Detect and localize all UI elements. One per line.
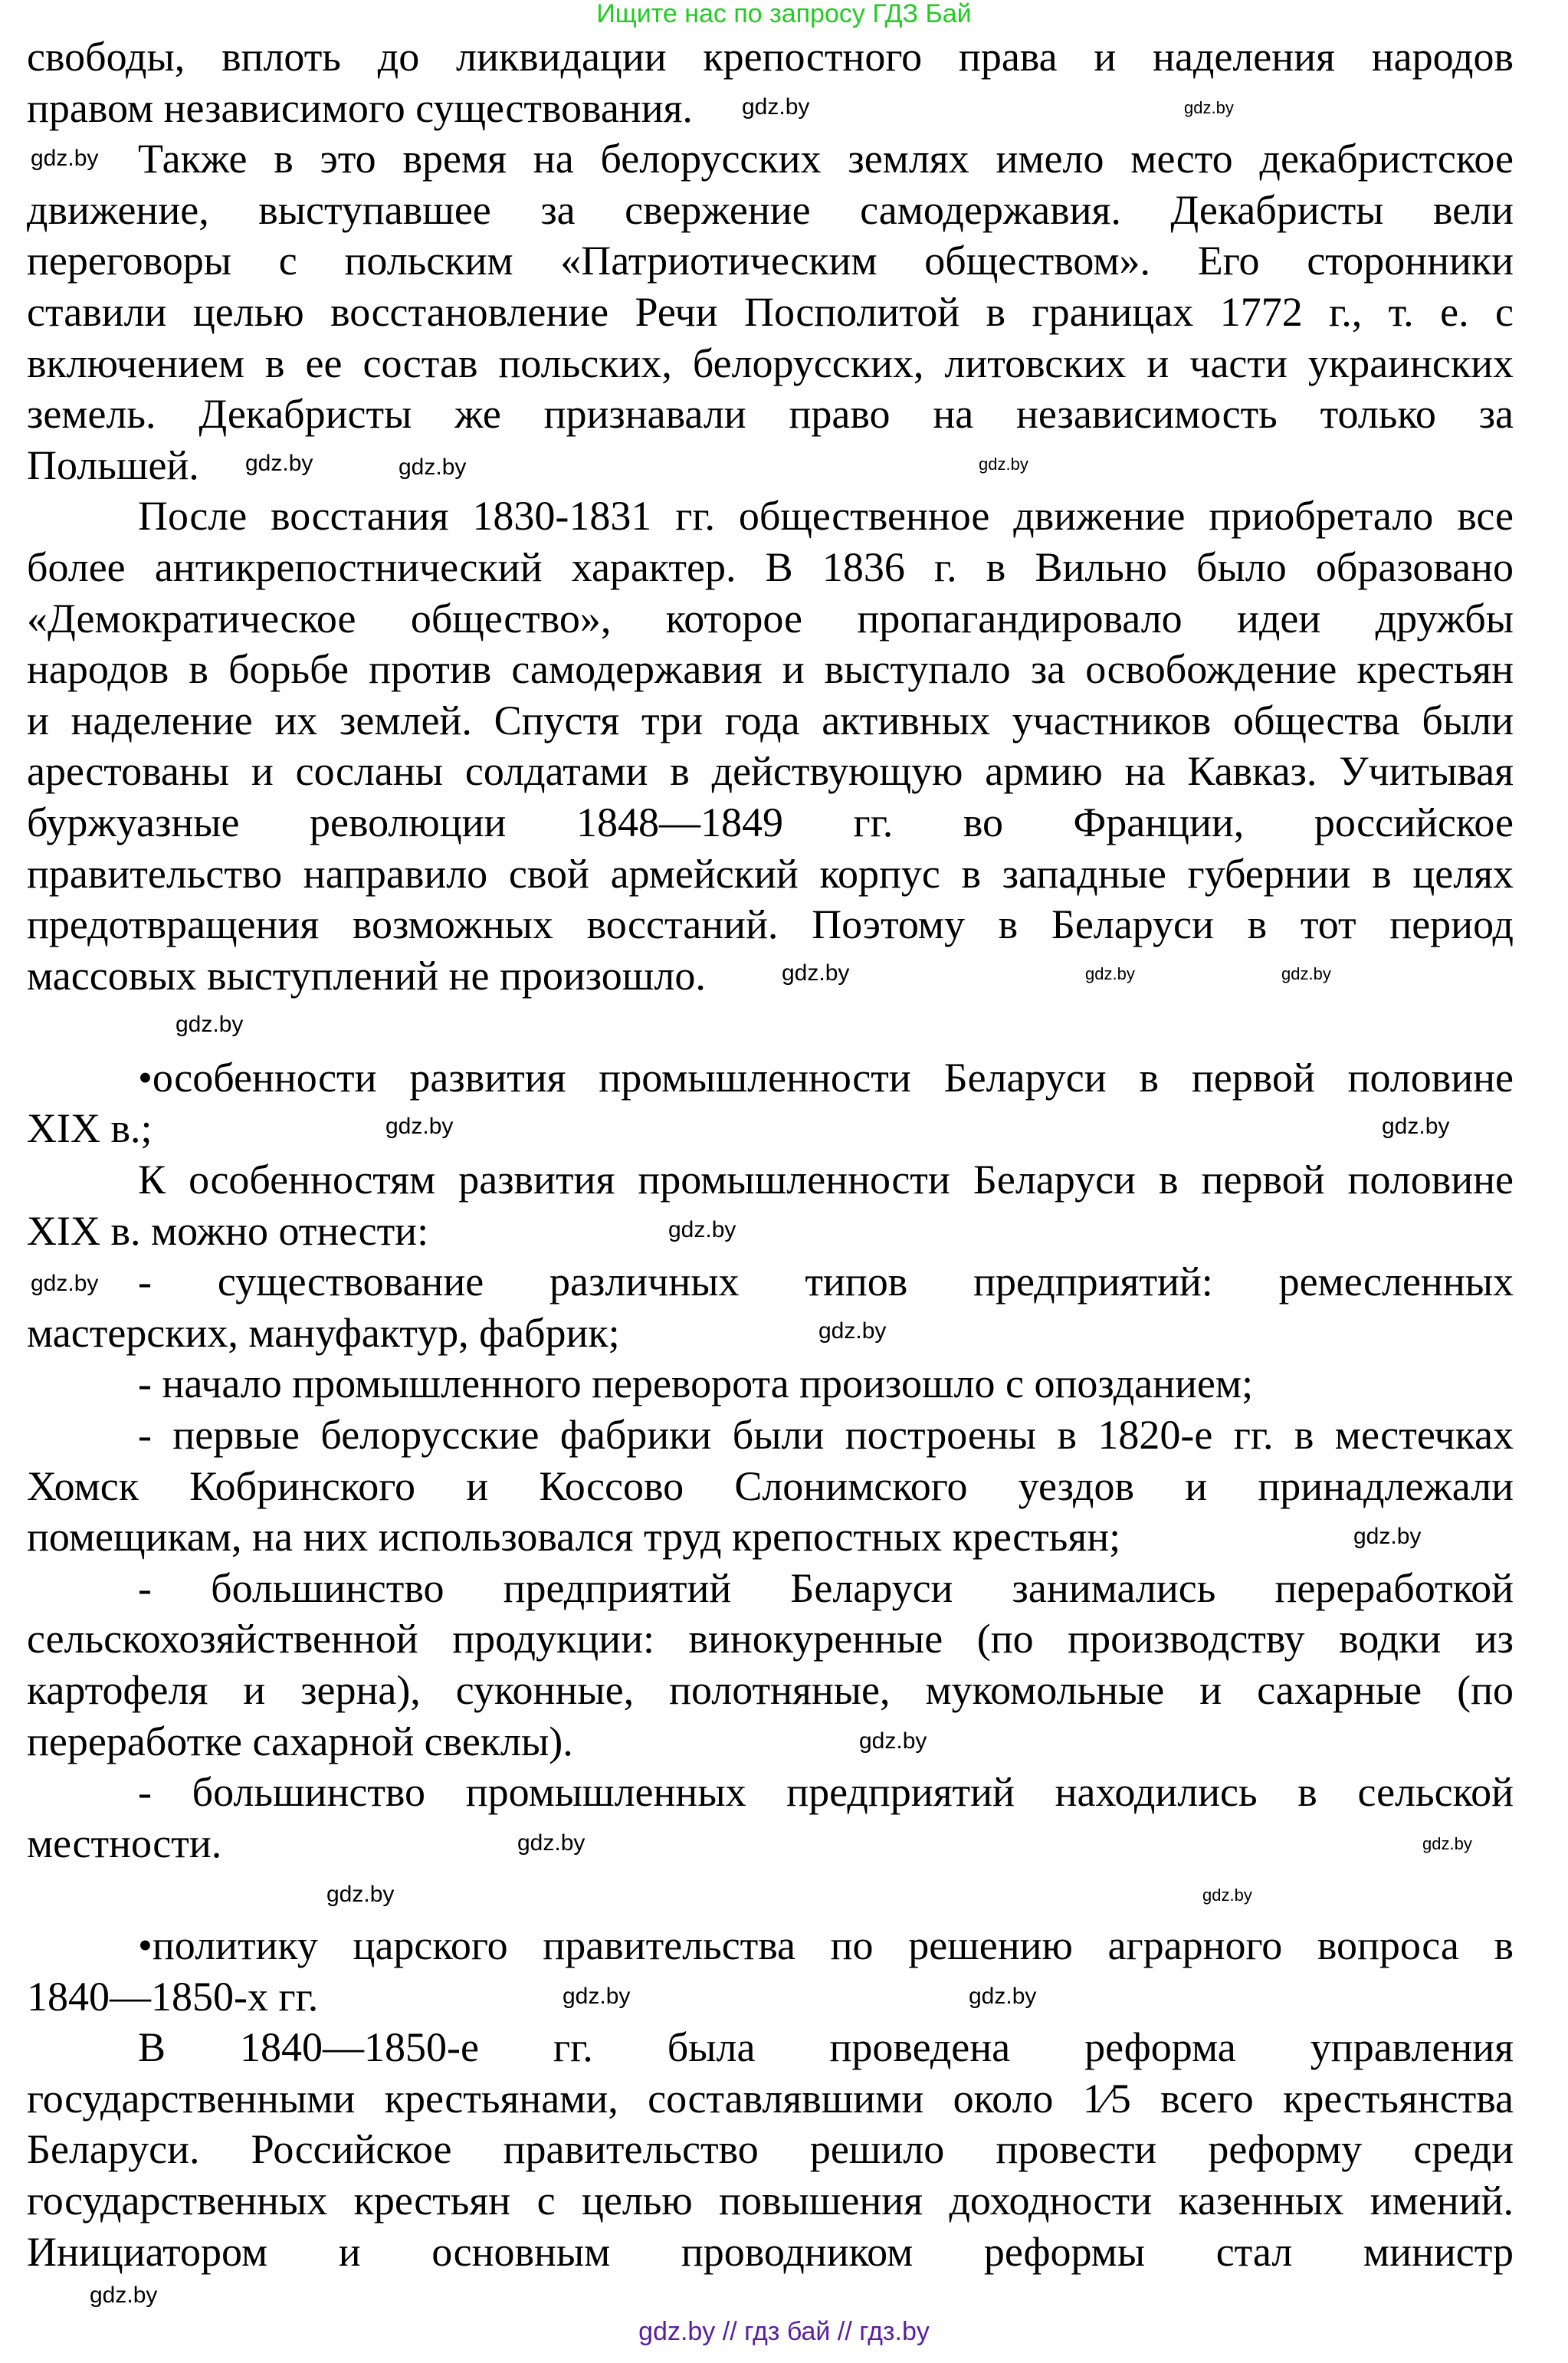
- watermark: gdz.by: [517, 1830, 586, 1856]
- text-line: государственными крестьянами, составлявшими около 1⁄5 всего крестьянства: [27, 2075, 1514, 2122]
- text-line: Польшей.: [27, 441, 199, 488]
- text-line: Хомск Кобринского и Коссово Слонимского уездов и принадлежали: [27, 1462, 1514, 1509]
- paragraph-gap: [27, 1869, 1514, 1920]
- watermark: gdz.by: [742, 94, 810, 120]
- watermark: gdz.by: [90, 2283, 158, 2308]
- text-line: - первые белорусские фабрики были построены в 1820-е гг. в местечках: [138, 1412, 1514, 1459]
- text-line: Также в это время на белорусских землях имело место декабристское: [138, 136, 1514, 182]
- text-line: государственных крестьян с целью повышения доходности казенных имений.: [27, 2177, 1514, 2224]
- watermark: gdz.by: [31, 1271, 99, 1296]
- watermark: gdz.by: [385, 1114, 454, 1139]
- text-line: Инициатором и основным проводником реформы стал министр: [27, 2228, 1514, 2275]
- watermark: gdz.by: [1202, 1885, 1252, 1905]
- text-line: К особенностям развития промышленности Беларуси в первой половине: [138, 1157, 1514, 1203]
- text-line: В 1840—1850-е гг. была проведена реформа управления: [138, 2024, 1514, 2071]
- text-line: местности.: [27, 1820, 222, 1866]
- text-line: После восстания 1830-1831 гг. общественное движение приобретало все: [138, 493, 1514, 540]
- watermark: gdz.by: [31, 146, 99, 171]
- text-line: •особенности развития промышленности Беларуси в первой половине: [138, 1054, 1514, 1101]
- watermark: gdz.by: [668, 1217, 736, 1242]
- document-body: [27, 31, 1514, 2277]
- watermark: gdz.by: [818, 1318, 887, 1344]
- text-line: Беларуси. Российское правительство решило провести реформу среди: [27, 2126, 1514, 2173]
- text-line: XIX в. можно отнести:: [27, 1207, 429, 1254]
- watermark: gdz.by: [1382, 1114, 1450, 1139]
- watermark: gdz.by: [979, 455, 1028, 474]
- text-line: и наделение их землей. Спустя три года активных участников общества были: [27, 697, 1514, 743]
- text-line: земель. Декабристы же признавали право на независимость только за: [27, 391, 1514, 438]
- text-line: свободы, вплоть до ликвидации крепостного права и наделения народов: [27, 34, 1514, 80]
- text-line: арестованы и сосланы солдатами в действующую армию на Кавказ. Учитывая: [27, 748, 1514, 795]
- watermark: gdz.by: [1281, 964, 1331, 983]
- watermark: gdz.by: [782, 960, 850, 986]
- paragraph-gap: [27, 1001, 1514, 1052]
- watermark: gdz.by: [399, 455, 467, 480]
- text-line: картофеля и зерна), суконные, полотняные, мукомольные и сахарные (по: [27, 1667, 1514, 1713]
- text-line: более антикрепостнический характер. В 1836 г. в Вильно было образовано: [27, 543, 1514, 590]
- text-line: предотвращения возможных восстаний. Поэтому в Беларуси в тот период: [27, 901, 1514, 948]
- search-hint-banner: Ищите нас по запросу ГДЗ Бай: [596, 0, 972, 28]
- text-line: буржуазные революции 1848—1849 гг. во Франции, российское: [27, 799, 1514, 845]
- text-line: «Демократическое общество», которое пропагандировало идеи дружбы: [27, 595, 1514, 642]
- text-line: 1840—1850-х гг.: [27, 1973, 319, 2020]
- watermark: gdz.by: [175, 1012, 244, 1037]
- text-line: правительство направило свой армейский корпус в западные губернии в целях: [27, 850, 1514, 897]
- text-line: - большинство промышленных предприятий находились в сельской: [138, 1769, 1514, 1816]
- watermark: gdz.by: [563, 1984, 631, 2009]
- text-line: народов в борьбе против самодержавия и выступало за освобождение крестьян: [27, 646, 1514, 693]
- text-line: движение, выступавшее за свержение самодержавия. Декабристы вели: [27, 186, 1514, 233]
- text-line: - большинство предприятий Беларуси занимались переработкой: [138, 1564, 1514, 1611]
- text-line: - начало промышленного переворота произошло с опозданием;: [138, 1360, 1254, 1407]
- text-line: XIX в.;: [27, 1105, 153, 1152]
- text-line: правом независимого существования.: [27, 84, 693, 131]
- text-line: ставили целью восстановление Речи Посполитой в границах 1772 г., т. е. с: [27, 288, 1514, 335]
- text-line: - существование различных типов предприятий: ремесленных: [138, 1259, 1514, 1305]
- text-line: помещикам, на них использовался труд крепостных крестьян;: [27, 1514, 1121, 1561]
- text-line: массовых выступлений не произошло.: [27, 952, 706, 999]
- watermark: gdz.by: [1353, 1524, 1422, 1549]
- text-line: •политику царского правительства по решению аграрного вопроса в: [138, 1922, 1514, 1968]
- watermark: gdz.by: [859, 1728, 927, 1754]
- text-line: мастерских, мануфактур, фабрик;: [27, 1309, 620, 1356]
- text-line: сельскохозяйственной продукции: винокуренные (по производству водки из: [27, 1616, 1514, 1662]
- watermark: gdz.by: [1422, 1834, 1472, 1853]
- text-line: включением в ее состав польских, белорусских, литовских и части украинских: [27, 340, 1514, 386]
- watermark: gdz.by: [326, 1882, 395, 1907]
- watermark: gdz.by: [1085, 964, 1135, 983]
- footer-watermark: gdz.by // гдз бай // гдз.by: [638, 2317, 930, 2346]
- text-line: переговоры с польским «Патриотическим обществом». Его сторонники: [27, 238, 1514, 284]
- watermark: gdz.by: [969, 1984, 1037, 2009]
- watermark: gdz.by: [245, 451, 313, 476]
- watermark: gdz.by: [1184, 98, 1234, 117]
- text-line: переработке сахарной свеклы).: [27, 1718, 573, 1764]
